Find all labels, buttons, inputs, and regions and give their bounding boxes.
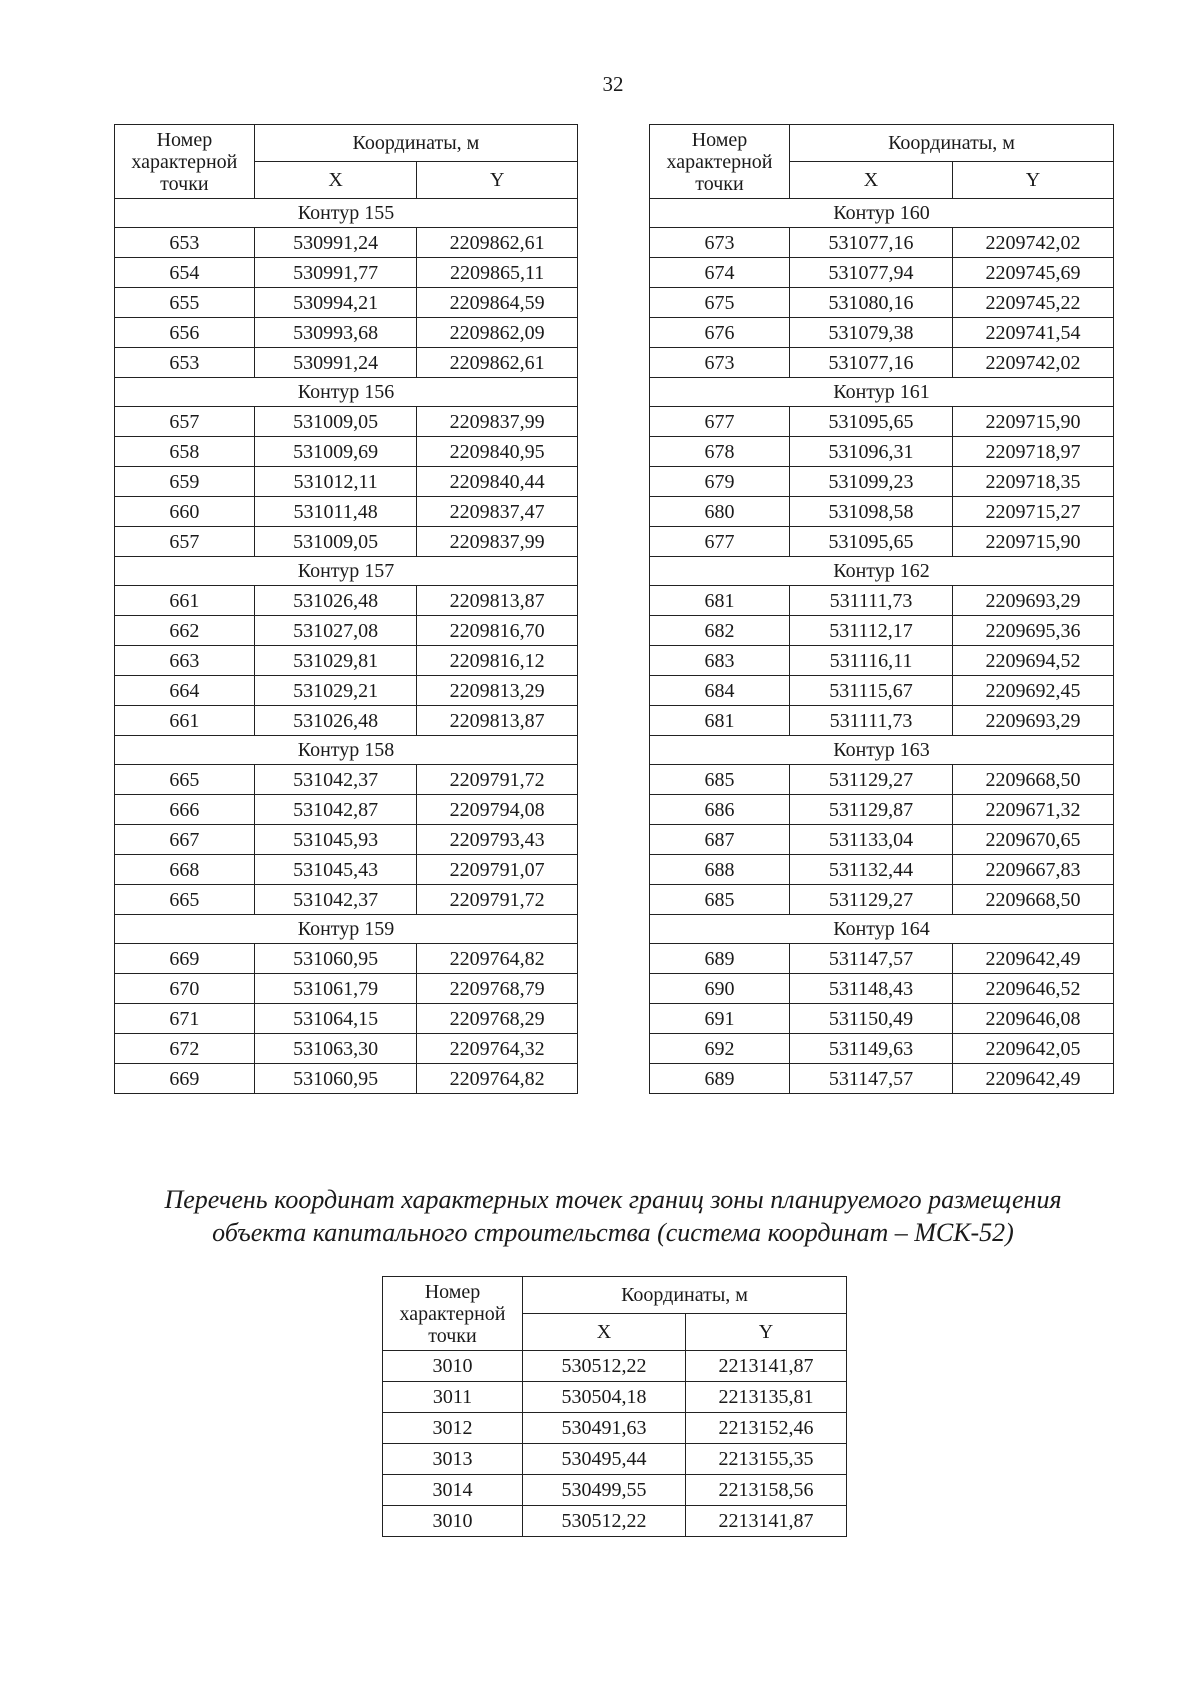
right-coordinates-table (649, 124, 1114, 1094)
y-coordinate-cell: 2209840,95 (417, 437, 578, 467)
x-coordinate-cell: 530495,44 (523, 1444, 686, 1475)
point-number-cell: 653 (115, 348, 255, 378)
table-row (650, 855, 1114, 885)
table-row (115, 676, 578, 706)
table-row (650, 1004, 1114, 1034)
section-title-line-1: Перечень координат характерных точек границ зоны планируемого размещения (164, 1185, 1062, 1214)
table-row (650, 348, 1114, 378)
point-number-cell: 667 (115, 825, 255, 855)
y-coordinate-cell: 2209816,70 (417, 616, 578, 646)
table-row (650, 1034, 1114, 1064)
x-coordinate-cell: 531111,73 (790, 586, 953, 616)
x-coordinate-cell: 531011,48 (254, 497, 417, 527)
point-number-cell: 656 (115, 318, 255, 348)
table-row (650, 885, 1114, 915)
table-row (650, 527, 1114, 557)
y-coordinate-cell: 2209862,61 (417, 348, 578, 378)
y-coordinate-cell: 2209715,27 (953, 497, 1114, 527)
contour-label: Контур 161 (650, 378, 1114, 407)
y-coordinate-cell: 2209718,97 (953, 437, 1114, 467)
y-coordinate-cell: 2213152,46 (686, 1413, 847, 1444)
point-number-cell: 657 (115, 407, 255, 437)
header-coordinates: Координаты, м (523, 1277, 847, 1314)
point-number-cell: 682 (650, 616, 790, 646)
y-coordinate-cell: 2209668,50 (953, 885, 1114, 915)
x-coordinate-cell: 531129,87 (790, 795, 953, 825)
table-row (383, 1475, 847, 1506)
section-title (0, 1183, 1200, 1249)
x-coordinate-cell: 530512,22 (523, 1506, 686, 1537)
y-coordinate-cell: 2209693,29 (953, 586, 1114, 616)
header-point-number: Номер характерной точки (115, 125, 255, 199)
x-coordinate-cell: 531064,15 (254, 1004, 417, 1034)
y-coordinate-cell: 2209816,12 (417, 646, 578, 676)
contour-label: Контур 162 (650, 557, 1114, 586)
contour-row (115, 199, 578, 228)
y-coordinate-cell: 2209764,82 (417, 944, 578, 974)
x-coordinate-cell: 531077,94 (790, 258, 953, 288)
table-row (115, 228, 578, 258)
point-number-cell: 661 (115, 586, 255, 616)
table-row (383, 1413, 847, 1444)
table-row (650, 497, 1114, 527)
x-coordinate-cell: 531115,67 (790, 676, 953, 706)
point-number-cell: 687 (650, 825, 790, 855)
x-coordinate-cell: 530994,21 (254, 288, 417, 318)
point-number-cell: 685 (650, 765, 790, 795)
point-number-cell: 678 (650, 437, 790, 467)
point-number-cell: 660 (115, 497, 255, 527)
x-coordinate-cell: 531149,63 (790, 1034, 953, 1064)
x-coordinate-cell: 531133,04 (790, 825, 953, 855)
y-coordinate-cell: 2209745,22 (953, 288, 1114, 318)
x-coordinate-cell: 531080,16 (790, 288, 953, 318)
x-coordinate-cell: 531079,38 (790, 318, 953, 348)
x-coordinate-cell: 531111,73 (790, 706, 953, 736)
x-coordinate-cell: 531063,30 (254, 1034, 417, 1064)
point-number-cell: 686 (650, 795, 790, 825)
table-row (650, 586, 1114, 616)
table-row (650, 467, 1114, 497)
contour-row (650, 736, 1114, 765)
table-row (115, 616, 578, 646)
table-row (115, 646, 578, 676)
point-number-cell: 670 (115, 974, 255, 1004)
table-row (115, 437, 578, 467)
point-number-cell: 3011 (383, 1382, 523, 1413)
point-number-cell: 681 (650, 706, 790, 736)
x-coordinate-cell: 531132,44 (790, 855, 953, 885)
contour-label: Контур 157 (115, 557, 578, 586)
table-row (115, 944, 578, 974)
table-row (650, 318, 1114, 348)
table-row (650, 676, 1114, 706)
table-row (115, 497, 578, 527)
table-row (650, 974, 1114, 1004)
header-y: Y (953, 162, 1114, 199)
x-coordinate-cell: 531077,16 (790, 348, 953, 378)
header-coordinates: Координаты, м (790, 125, 1114, 162)
point-number-cell: 673 (650, 228, 790, 258)
x-coordinate-cell: 531060,95 (254, 1064, 417, 1094)
x-coordinate-cell: 531150,49 (790, 1004, 953, 1034)
point-number-cell: 663 (115, 646, 255, 676)
table-row (115, 288, 578, 318)
table-row (383, 1444, 847, 1475)
x-coordinate-cell: 531029,21 (254, 676, 417, 706)
x-coordinate-cell: 531116,11 (790, 646, 953, 676)
y-coordinate-cell: 2209694,52 (953, 646, 1114, 676)
y-coordinate-cell: 2209813,87 (417, 706, 578, 736)
contour-label: Контур 164 (650, 915, 1114, 944)
point-number-cell: 692 (650, 1034, 790, 1064)
y-coordinate-cell: 2213158,56 (686, 1475, 847, 1506)
y-coordinate-cell: 2209742,02 (953, 228, 1114, 258)
table-row (650, 258, 1114, 288)
point-number-cell: 674 (650, 258, 790, 288)
table-row (650, 437, 1114, 467)
x-coordinate-cell: 531147,57 (790, 944, 953, 974)
point-number-cell: 672 (115, 1034, 255, 1064)
contour-row (650, 915, 1114, 944)
table-row (650, 765, 1114, 795)
table-row (650, 1064, 1114, 1094)
table-row (650, 825, 1114, 855)
x-coordinate-cell: 530991,24 (254, 348, 417, 378)
x-coordinate-cell: 531026,48 (254, 706, 417, 736)
point-number-cell: 661 (115, 706, 255, 736)
point-number-cell: 655 (115, 288, 255, 318)
x-coordinate-cell: 531045,93 (254, 825, 417, 855)
table-row (650, 944, 1114, 974)
y-coordinate-cell: 2209768,79 (417, 974, 578, 1004)
y-coordinate-cell: 2209646,08 (953, 1004, 1114, 1034)
point-number-cell: 665 (115, 765, 255, 795)
x-coordinate-cell: 531045,43 (254, 855, 417, 885)
x-coordinate-cell: 531026,48 (254, 586, 417, 616)
point-number-cell: 3013 (383, 1444, 523, 1475)
y-coordinate-cell: 2209715,90 (953, 527, 1114, 557)
y-coordinate-cell: 2209692,45 (953, 676, 1114, 706)
point-number-cell: 680 (650, 497, 790, 527)
point-number-cell: 690 (650, 974, 790, 1004)
point-number-cell: 689 (650, 1064, 790, 1094)
y-coordinate-cell: 2209646,52 (953, 974, 1114, 1004)
table-row (115, 467, 578, 497)
table-row (115, 795, 578, 825)
x-coordinate-cell: 531077,16 (790, 228, 953, 258)
contour-row (650, 378, 1114, 407)
x-coordinate-cell: 531061,79 (254, 974, 417, 1004)
contour-row (115, 378, 578, 407)
x-coordinate-cell: 531029,81 (254, 646, 417, 676)
point-number-cell: 664 (115, 676, 255, 706)
point-number-cell: 654 (115, 258, 255, 288)
point-number-cell: 665 (115, 885, 255, 915)
contour-label: Контур 160 (650, 199, 1114, 228)
x-coordinate-cell: 530491,63 (523, 1413, 686, 1444)
y-coordinate-cell: 2209791,72 (417, 765, 578, 795)
y-coordinate-cell: 2209813,87 (417, 586, 578, 616)
table-row (115, 586, 578, 616)
contour-row (650, 557, 1114, 586)
point-number-cell: 658 (115, 437, 255, 467)
table-row (650, 616, 1114, 646)
y-coordinate-cell: 2209794,08 (417, 795, 578, 825)
table-row (115, 1004, 578, 1034)
y-coordinate-cell: 2209791,07 (417, 855, 578, 885)
x-coordinate-cell: 531095,65 (790, 527, 953, 557)
x-coordinate-cell: 531098,58 (790, 497, 953, 527)
contour-row (650, 199, 1114, 228)
point-number-cell: 659 (115, 467, 255, 497)
y-coordinate-cell: 2209840,44 (417, 467, 578, 497)
point-number-cell: 681 (650, 586, 790, 616)
y-coordinate-cell: 2209695,36 (953, 616, 1114, 646)
y-coordinate-cell: 2209642,49 (953, 1064, 1114, 1094)
point-number-cell: 688 (650, 855, 790, 885)
y-coordinate-cell: 2209642,05 (953, 1034, 1114, 1064)
header-y: Y (686, 1314, 847, 1351)
x-coordinate-cell: 531099,23 (790, 467, 953, 497)
table-row (115, 348, 578, 378)
section-title-line-2: объекта капитального строительства (система координат – МСК-52) (212, 1218, 1014, 1247)
contour-row (115, 736, 578, 765)
x-coordinate-cell: 531129,27 (790, 885, 953, 915)
y-coordinate-cell: 2209667,83 (953, 855, 1114, 885)
x-coordinate-cell: 531112,17 (790, 616, 953, 646)
y-coordinate-cell: 2209642,49 (953, 944, 1114, 974)
y-coordinate-cell: 2209741,54 (953, 318, 1114, 348)
y-coordinate-cell: 2209742,02 (953, 348, 1114, 378)
x-coordinate-cell: 530991,24 (254, 228, 417, 258)
x-coordinate-cell: 531147,57 (790, 1064, 953, 1094)
y-coordinate-cell: 2209764,32 (417, 1034, 578, 1064)
page-number: 32 (602, 72, 624, 96)
y-coordinate-cell: 2209745,69 (953, 258, 1114, 288)
table-row (650, 646, 1114, 676)
x-coordinate-cell: 530499,55 (523, 1475, 686, 1506)
y-coordinate-cell: 2209837,99 (417, 407, 578, 437)
x-coordinate-cell: 531148,43 (790, 974, 953, 1004)
x-coordinate-cell: 531042,37 (254, 885, 417, 915)
x-coordinate-cell: 530991,77 (254, 258, 417, 288)
y-coordinate-cell: 2209671,32 (953, 795, 1114, 825)
zone-coordinates-table (382, 1276, 847, 1537)
table-row (115, 407, 578, 437)
y-coordinate-cell: 2209864,59 (417, 288, 578, 318)
point-number-cell: 683 (650, 646, 790, 676)
contour-label: Контур 155 (115, 199, 578, 228)
table-row (115, 765, 578, 795)
x-coordinate-cell: 531012,11 (254, 467, 417, 497)
table-row (383, 1382, 847, 1413)
point-number-cell: 3014 (383, 1475, 523, 1506)
point-number-cell: 675 (650, 288, 790, 318)
x-coordinate-cell: 531027,08 (254, 616, 417, 646)
y-coordinate-cell: 2209791,72 (417, 885, 578, 915)
table-row (650, 407, 1114, 437)
point-number-cell: 671 (115, 1004, 255, 1034)
table-row (115, 318, 578, 348)
contour-label: Контур 158 (115, 736, 578, 765)
y-coordinate-cell: 2209715,90 (953, 407, 1114, 437)
y-coordinate-cell: 2209862,61 (417, 228, 578, 258)
header-coordinates: Координаты, м (254, 125, 577, 162)
point-number-cell: 3010 (383, 1506, 523, 1537)
y-coordinate-cell: 2209768,29 (417, 1004, 578, 1034)
point-number-cell: 679 (650, 467, 790, 497)
point-number-cell: 677 (650, 527, 790, 557)
header-x: X (790, 162, 953, 199)
header-point-number: Номер характерной точки (650, 125, 790, 199)
table-row (650, 228, 1114, 258)
y-coordinate-cell: 2213155,35 (686, 1444, 847, 1475)
x-coordinate-cell: 531009,69 (254, 437, 417, 467)
left-coordinates-table (114, 124, 578, 1094)
table-row (115, 855, 578, 885)
x-coordinate-cell: 531060,95 (254, 944, 417, 974)
y-coordinate-cell: 2209670,65 (953, 825, 1114, 855)
contour-label: Контур 159 (115, 915, 578, 944)
x-coordinate-cell: 531042,87 (254, 795, 417, 825)
contour-label: Контур 163 (650, 736, 1114, 765)
y-coordinate-cell: 2213141,87 (686, 1506, 847, 1537)
point-number-cell: 677 (650, 407, 790, 437)
point-number-cell: 666 (115, 795, 255, 825)
y-coordinate-cell: 2209693,29 (953, 706, 1114, 736)
table-row (383, 1506, 847, 1537)
contour-row (115, 915, 578, 944)
table-row (383, 1351, 847, 1382)
x-coordinate-cell: 530993,68 (254, 318, 417, 348)
table-row (650, 288, 1114, 318)
header-x: X (254, 162, 417, 199)
y-coordinate-cell: 2213135,81 (686, 1382, 847, 1413)
point-number-cell: 689 (650, 944, 790, 974)
header-point-number: Номер характерной точки (383, 1277, 523, 1351)
point-number-cell: 673 (650, 348, 790, 378)
y-coordinate-cell: 2213141,87 (686, 1351, 847, 1382)
table-row (115, 825, 578, 855)
point-number-cell: 691 (650, 1004, 790, 1034)
table-row (115, 706, 578, 736)
x-coordinate-cell: 531096,31 (790, 437, 953, 467)
y-coordinate-cell: 2209793,43 (417, 825, 578, 855)
table-row (115, 1064, 578, 1094)
y-coordinate-cell: 2209668,50 (953, 765, 1114, 795)
x-coordinate-cell: 531009,05 (254, 407, 417, 437)
point-number-cell: 668 (115, 855, 255, 885)
table-row (115, 1034, 578, 1064)
y-coordinate-cell: 2209813,29 (417, 676, 578, 706)
y-coordinate-cell: 2209837,99 (417, 527, 578, 557)
point-number-cell: 685 (650, 885, 790, 915)
header-x: X (523, 1314, 686, 1351)
y-coordinate-cell: 2209718,35 (953, 467, 1114, 497)
y-coordinate-cell: 2209862,09 (417, 318, 578, 348)
point-number-cell: 657 (115, 527, 255, 557)
x-coordinate-cell: 531129,27 (790, 765, 953, 795)
table-row (115, 885, 578, 915)
contour-label: Контур 156 (115, 378, 578, 407)
x-coordinate-cell: 531009,05 (254, 527, 417, 557)
table-row (115, 258, 578, 288)
point-number-cell: 684 (650, 676, 790, 706)
point-number-cell: 3012 (383, 1413, 523, 1444)
table-row (115, 527, 578, 557)
point-number-cell: 676 (650, 318, 790, 348)
point-number-cell: 653 (115, 228, 255, 258)
point-number-cell: 669 (115, 944, 255, 974)
table-row (650, 706, 1114, 736)
x-coordinate-cell: 530512,22 (523, 1351, 686, 1382)
point-number-cell: 662 (115, 616, 255, 646)
y-coordinate-cell: 2209865,11 (417, 258, 578, 288)
x-coordinate-cell: 531042,37 (254, 765, 417, 795)
point-number-cell: 3010 (383, 1351, 523, 1382)
header-y: Y (417, 162, 578, 199)
table-row (115, 974, 578, 1004)
point-number-cell: 669 (115, 1064, 255, 1094)
table-row (650, 795, 1114, 825)
y-coordinate-cell: 2209837,47 (417, 497, 578, 527)
x-coordinate-cell: 530504,18 (523, 1382, 686, 1413)
x-coordinate-cell: 531095,65 (790, 407, 953, 437)
contour-row (115, 557, 578, 586)
y-coordinate-cell: 2209764,82 (417, 1064, 578, 1094)
